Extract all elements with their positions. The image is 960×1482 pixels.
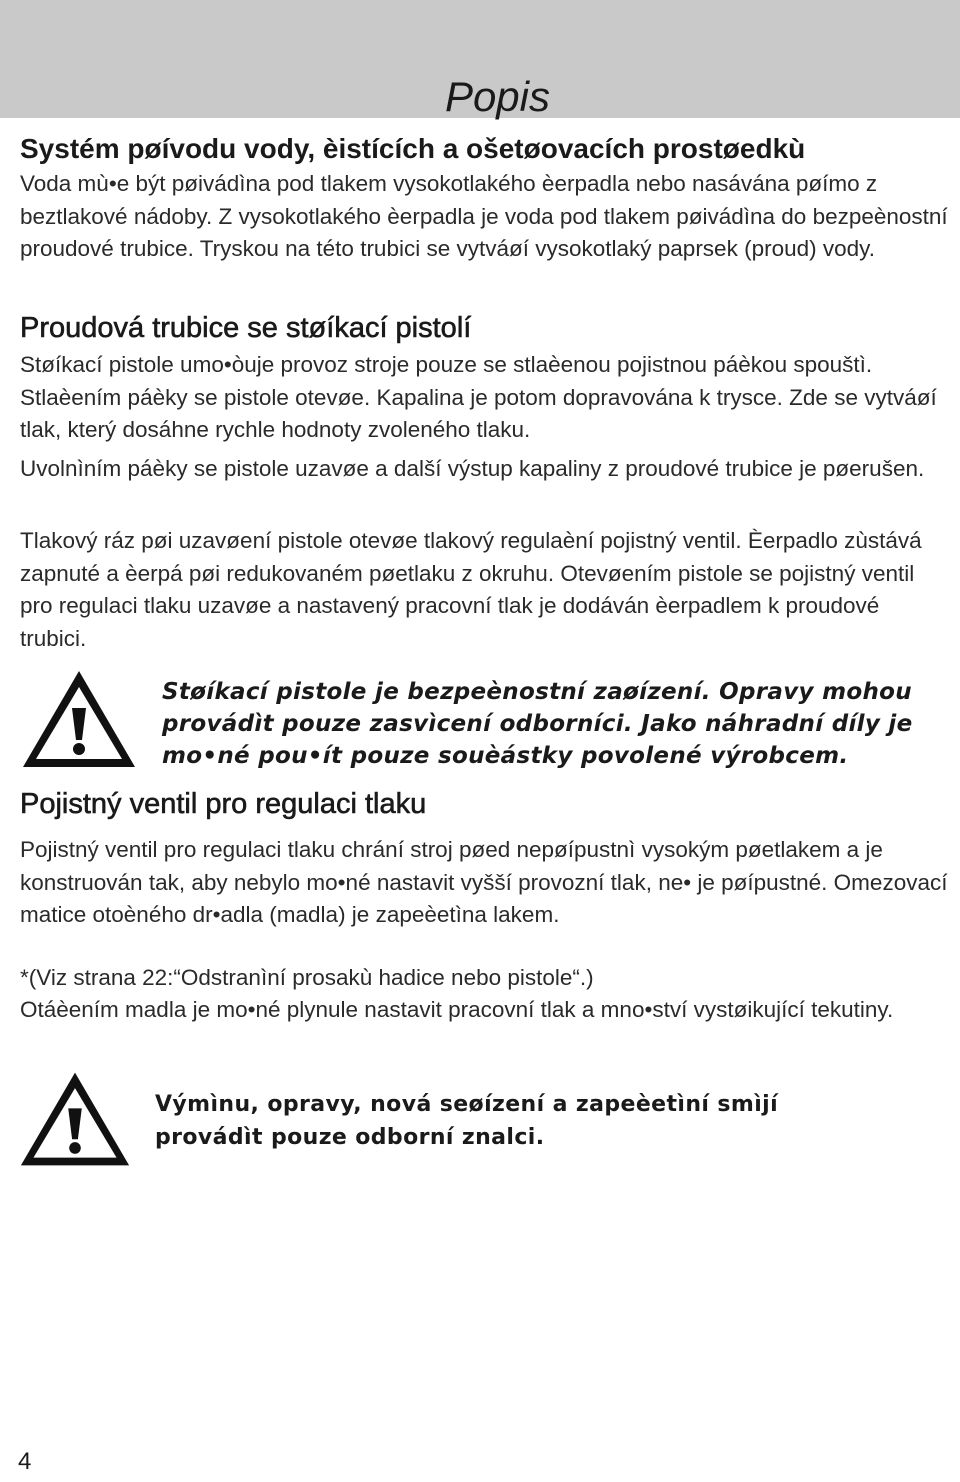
paragraph-pressure-valve-3: Otáèením madla je mo•né plynule nastavit pracovní tlak a mno•ství vystøikující tekutiny. bbox=[20, 997, 894, 1022]
paragraph-pressure-valve-1: Pojistný ventil pro regulaci tlaku chrání stroj pøed nepøípustnì vysokým pøetlakem a je konstruován tak, aby nebylo mo•né nastavit vyšší provozní tlak, ne• je pøípustné. Omezovací matice otoèného dr•adla (madla) je zapeèetìna lakem. bbox=[20, 837, 948, 927]
warning-text-spray-gun: Støíkací pistole je bezpeènostní zaøízení. Opravy mohou provádìt pouze zasvìcení odborníci. Jako náhradní díly je mo•né pou•ít pouze souèástky povolené výrobcem. bbox=[162, 679, 913, 769]
warning-triangle-icon bbox=[20, 668, 138, 770]
paragraph-spray-gun-1: Støíkací pistole umo•òuje provoz stroje pouze se stlaèenou pojistnou páèkou spouštì. Stlaèením páèky se pistole otevøe. Kapalina je potom dopravována k trysce. Zde se vytváøí tlak, který dosáhne rychle hodnoty zvoleného tlaku. bbox=[20, 352, 937, 442]
warning-text-pressure-valve: Výmìnu, opravy, nová seøízení a zapeèetìní smìjí provádìt pouze odborní znalci. bbox=[155, 1092, 779, 1150]
warning-triangle-icon bbox=[18, 1068, 132, 1170]
section-heading-spray-gun: Proudová trubice se støíkací pistolí bbox=[20, 312, 472, 344]
section-heading-pressure-valve: Pojistný ventil pro regulaci tlaku bbox=[20, 788, 427, 820]
paragraph-pressure-valve-2: *(Viz strana 22:“Odstranìní prosakù hadice nebo pistole“.) bbox=[20, 965, 594, 990]
paragraph-spray-gun-3: Tlakový ráz pøi uzavøení pistole otevøe tlakový regulaèní pojistný ventil. Èerpadlo zùstává zapnuté a èerpá pøi redukovaném pøetlaku z okruhu. Otevøením pistole se pojistný ventil pro regulaci tlaku uzavøe a nastavený pracovní tlak je dodáván èerpadlem k proudové trubici. bbox=[20, 528, 922, 651]
section-heading-water-supply: Systém pøívodu vody, èistících a ošetøovacích prostøedkù bbox=[20, 133, 806, 164]
page-title: Popis bbox=[444, 73, 550, 121]
paragraph-spray-gun-2: Uvolnìním páèky se pistole uzavøe a další výstup kapaliny z proudové trubice je pøerušen. bbox=[20, 456, 925, 481]
page-number: 4 bbox=[18, 1448, 32, 1475]
paragraph-water-supply: Voda mù•e být pøivádìna pod tlakem vysokotlakého èerpadla nebo nasávána pøímo z beztlakové nádoby. Z vysokotlakého èerpadla je voda pod tlakem pøivádìna do bezpeènostní proudové trubice. Tryskou na této trubici se vytváøí vysokotlaký paprsek (proud) vody. bbox=[20, 171, 948, 261]
